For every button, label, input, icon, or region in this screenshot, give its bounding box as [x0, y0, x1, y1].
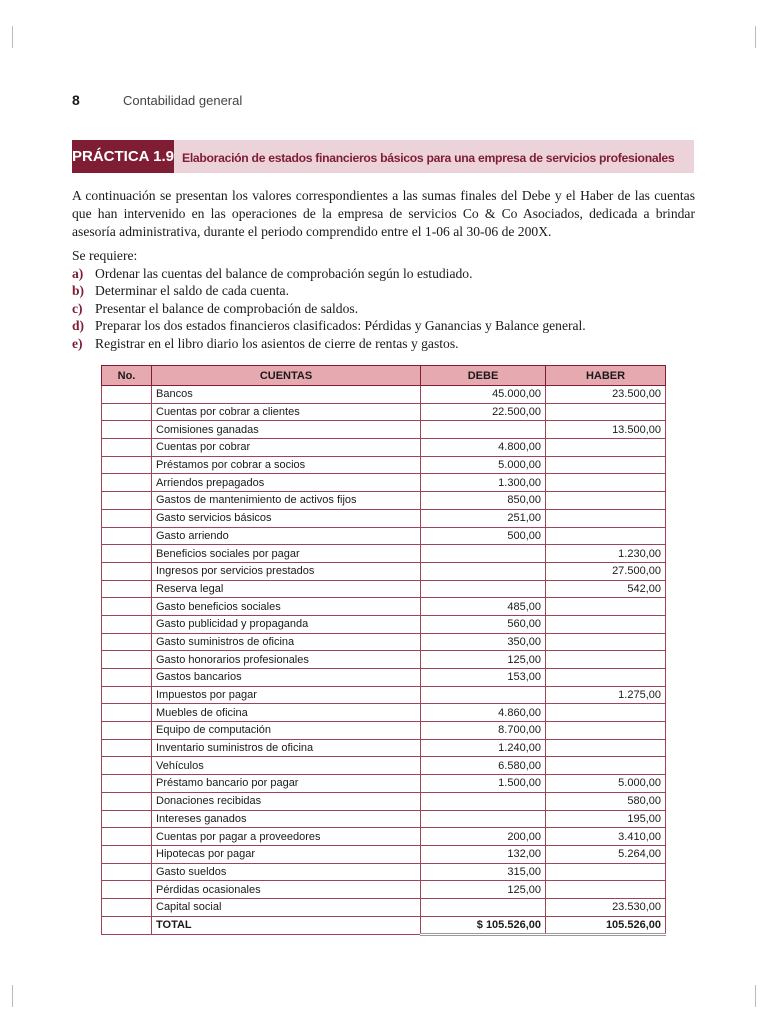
cell-no — [102, 669, 152, 687]
cell-debe: 251,00 — [421, 509, 546, 527]
cell-debe: 350,00 — [421, 633, 546, 651]
cell-no — [102, 704, 152, 722]
cell-cuenta: Cuentas por cobrar — [152, 439, 421, 457]
cell-no — [102, 474, 152, 492]
cell-debe: 200,00 — [421, 828, 546, 846]
table-row — [102, 421, 666, 439]
requirement-text: Determinar el saldo de cada cuenta. — [95, 283, 289, 298]
cell-haber: 23.530,00 — [546, 898, 666, 916]
cell-no — [102, 810, 152, 828]
cell-no — [102, 863, 152, 881]
cell-haber: 1.230,00 — [546, 545, 666, 563]
cell-cuenta: Gasto publicidad y propaganda — [152, 615, 421, 633]
table-row — [102, 633, 666, 651]
cell-haber — [546, 509, 666, 527]
total-debe: $ 105.526,00 — [421, 916, 546, 935]
crop-mark-left-bottom — [12, 985, 13, 1007]
cell-no — [102, 598, 152, 616]
cell-haber — [546, 863, 666, 881]
cell-cuenta: Vehículos — [152, 757, 421, 775]
table-row — [102, 403, 666, 421]
cell-debe: 45.000,00 — [421, 386, 546, 404]
table-row — [102, 739, 666, 757]
cell-no — [102, 403, 152, 421]
cell-cuenta: Equipo de computación — [152, 722, 421, 740]
requirement-key: a) — [72, 265, 84, 281]
cell-cuenta: Gasto arriendo — [152, 527, 421, 545]
cell-debe — [421, 898, 546, 916]
crop-mark-left — [12, 26, 13, 48]
cell-cuenta: Comisiones ganadas — [152, 421, 421, 439]
cell-debe: 4.800,00 — [421, 439, 546, 457]
cell-haber — [546, 757, 666, 775]
cell-debe — [421, 421, 546, 439]
intro-paragraph: A continuación se presentan los valores correspondientes a las sumas finales del Debe y el Haber de las cuentas que han intervenido en las operaciones de la empresa de servicios Co & Co Asociados, dedicada a brindar asesoría administrativa, durante el periodo comprendido entre el 1-06 al 30-06 de 200X. — [72, 188, 695, 239]
cell-haber: 5.000,00 — [546, 775, 666, 793]
cell-no — [102, 845, 152, 863]
cell-no — [102, 456, 152, 474]
cell-haber — [546, 439, 666, 457]
cell-debe: 125,00 — [421, 651, 546, 669]
table-row — [102, 439, 666, 457]
cell-no — [102, 739, 152, 757]
cell-debe — [421, 810, 546, 828]
cell-no — [102, 757, 152, 775]
cell-haber — [546, 527, 666, 545]
cell-haber: 23.500,00 — [546, 386, 666, 404]
cell-cuenta: Gasto honorarios profesionales — [152, 651, 421, 669]
table-header — [102, 366, 666, 386]
crop-mark-right — [755, 26, 756, 48]
cell-cuenta: Bancos — [152, 386, 421, 404]
trial-balance-table — [101, 365, 666, 936]
cell-cuenta: Gasto suministros de oficina — [152, 633, 421, 651]
table-row — [102, 545, 666, 563]
cell-no — [102, 492, 152, 510]
cell-debe: 850,00 — [421, 492, 546, 510]
table-row — [102, 775, 666, 793]
cell-debe — [421, 545, 546, 563]
requirement-item — [72, 317, 586, 335]
page-number: 8 — [72, 92, 80, 108]
table-row — [102, 669, 666, 687]
cell-no — [102, 792, 152, 810]
cell-cuenta: Donaciones recibidas — [152, 792, 421, 810]
cell-no — [102, 527, 152, 545]
cell-no — [102, 509, 152, 527]
practice-title: Elaboración de estados financieros básicos para una empresa de servicios profesionales — [182, 151, 675, 165]
cell-no — [102, 580, 152, 598]
requirements — [72, 247, 586, 352]
requirement-key: d) — [72, 318, 85, 333]
cell-haber — [546, 722, 666, 740]
cell-cuenta: Reserva legal — [152, 580, 421, 598]
cell-haber: 195,00 — [546, 810, 666, 828]
cell-haber — [546, 633, 666, 651]
table-row — [102, 881, 666, 899]
table-row — [102, 492, 666, 510]
total-row — [102, 916, 666, 935]
requirement-item — [72, 335, 586, 353]
cell-cuenta: Intereses ganados — [152, 810, 421, 828]
requirements-heading: Se requiere: — [72, 248, 138, 263]
cell-no — [102, 916, 152, 935]
requirement-text: Ordenar las cuentas del balance de comprobación según lo estudiado. — [95, 265, 473, 281]
cell-debe: 5.000,00 — [421, 456, 546, 474]
header-haber: HABER — [546, 366, 666, 386]
cell-debe: 315,00 — [421, 863, 546, 881]
table-row — [102, 386, 666, 404]
cell-haber — [546, 704, 666, 722]
cell-debe: 22.500,00 — [421, 403, 546, 421]
cell-haber — [546, 881, 666, 899]
cell-haber — [546, 492, 666, 510]
cell-debe: 6.580,00 — [421, 757, 546, 775]
cell-no — [102, 439, 152, 457]
cell-debe: 1.500,00 — [421, 775, 546, 793]
cell-haber — [546, 739, 666, 757]
cell-cuenta: Beneficios sociales por pagar — [152, 545, 421, 563]
table-row — [102, 456, 666, 474]
cell-debe: 1.300,00 — [421, 474, 546, 492]
cell-debe: 125,00 — [421, 881, 546, 899]
requirement-key: e) — [72, 335, 83, 351]
requirement-text: Preparar los dos estados financieros clasificados: Pérdidas y Ganancias y Balance general. — [95, 318, 586, 333]
table-row — [102, 810, 666, 828]
cell-debe — [421, 562, 546, 580]
cell-cuenta: Muebles de oficina — [152, 704, 421, 722]
cell-debe: 1.240,00 — [421, 739, 546, 757]
table-row — [102, 898, 666, 916]
cell-debe: 485,00 — [421, 598, 546, 616]
table-row — [102, 651, 666, 669]
cell-no — [102, 898, 152, 916]
table-row — [102, 474, 666, 492]
total-haber: 105.526,00 — [546, 916, 666, 935]
requirement-item — [72, 282, 586, 300]
table-row — [102, 828, 666, 846]
practice-banner — [72, 140, 694, 173]
table-row — [102, 863, 666, 881]
requirement-text: Presentar el balance de comprobación de saldos. — [95, 300, 359, 316]
cell-cuenta: Cuentas por pagar a proveedores — [152, 828, 421, 846]
cell-cuenta: Gasto sueldos — [152, 863, 421, 881]
cell-no — [102, 651, 152, 669]
table-row — [102, 509, 666, 527]
table-row — [102, 615, 666, 633]
requirement-key: b) — [72, 283, 85, 298]
cell-cuenta: Arriendos prepagados — [152, 474, 421, 492]
table-row — [102, 704, 666, 722]
header-cuentas: CUENTAS — [152, 366, 421, 386]
cell-haber — [546, 651, 666, 669]
cell-haber: 3.410,00 — [546, 828, 666, 846]
cell-haber: 5.264,00 — [546, 845, 666, 863]
cell-cuenta: Hipotecas por pagar — [152, 845, 421, 863]
cell-no — [102, 881, 152, 899]
cell-haber: 580,00 — [546, 792, 666, 810]
cell-cuenta: Capital social — [152, 898, 421, 916]
cell-debe: 560,00 — [421, 615, 546, 633]
total-label: TOTAL — [152, 916, 421, 935]
cell-cuenta: Cuentas por cobrar a clientes — [152, 403, 421, 421]
cell-cuenta: Gastos bancarios — [152, 669, 421, 687]
cell-haber: 542,00 — [546, 580, 666, 598]
table-row — [102, 562, 666, 580]
cell-cuenta: Ingresos por servicios prestados — [152, 562, 421, 580]
header-debe: DEBE — [421, 366, 546, 386]
practice-label: PRÁCTICA 1.9 — [72, 140, 174, 173]
cell-no — [102, 562, 152, 580]
table-row — [102, 757, 666, 775]
cell-no — [102, 828, 152, 846]
table-row — [102, 527, 666, 545]
cell-no — [102, 615, 152, 633]
cell-haber — [546, 615, 666, 633]
cell-haber — [546, 669, 666, 687]
cell-cuenta: Gasto servicios básicos — [152, 509, 421, 527]
cell-cuenta: Préstamos por cobrar a socios — [152, 456, 421, 474]
table-body — [102, 386, 666, 935]
requirement-item — [72, 300, 586, 318]
table-row — [102, 792, 666, 810]
cell-haber: 1.275,00 — [546, 686, 666, 704]
cell-haber — [546, 403, 666, 421]
requirement-key: c) — [72, 300, 83, 316]
cell-no — [102, 545, 152, 563]
table-row — [102, 845, 666, 863]
crop-mark-right-bottom — [755, 985, 756, 1007]
cell-cuenta: Inventario suministros de oficina — [152, 739, 421, 757]
header-no: No. — [102, 366, 152, 386]
cell-no — [102, 421, 152, 439]
cell-cuenta: Gastos de mantenimiento de activos fijos — [152, 492, 421, 510]
cell-debe: 132,00 — [421, 845, 546, 863]
cell-no — [102, 775, 152, 793]
cell-haber — [546, 474, 666, 492]
table-row — [102, 722, 666, 740]
table-row — [102, 686, 666, 704]
cell-haber: 13.500,00 — [546, 421, 666, 439]
cell-haber — [546, 456, 666, 474]
cell-haber — [546, 598, 666, 616]
cell-debe: 500,00 — [421, 527, 546, 545]
cell-debe — [421, 580, 546, 598]
book-title: Contabilidad general — [123, 93, 243, 108]
cell-cuenta: Pérdidas ocasionales — [152, 881, 421, 899]
cell-cuenta: Impuestos por pagar — [152, 686, 421, 704]
cell-debe — [421, 792, 546, 810]
cell-debe: 153,00 — [421, 669, 546, 687]
table-row — [102, 580, 666, 598]
cell-haber: 27.500,00 — [546, 562, 666, 580]
cell-no — [102, 686, 152, 704]
table-row — [102, 598, 666, 616]
cell-no — [102, 722, 152, 740]
requirement-item — [72, 265, 586, 283]
cell-no — [102, 633, 152, 651]
cell-cuenta: Préstamo bancario por pagar — [152, 775, 421, 793]
cell-cuenta: Gasto beneficios sociales — [152, 598, 421, 616]
requirement-text: Registrar en el libro diario los asientos de cierre de rentas y gastos. — [95, 335, 459, 351]
cell-debe: 8.700,00 — [421, 722, 546, 740]
cell-no — [102, 386, 152, 404]
cell-debe: 4.860,00 — [421, 704, 546, 722]
cell-debe — [421, 686, 546, 704]
